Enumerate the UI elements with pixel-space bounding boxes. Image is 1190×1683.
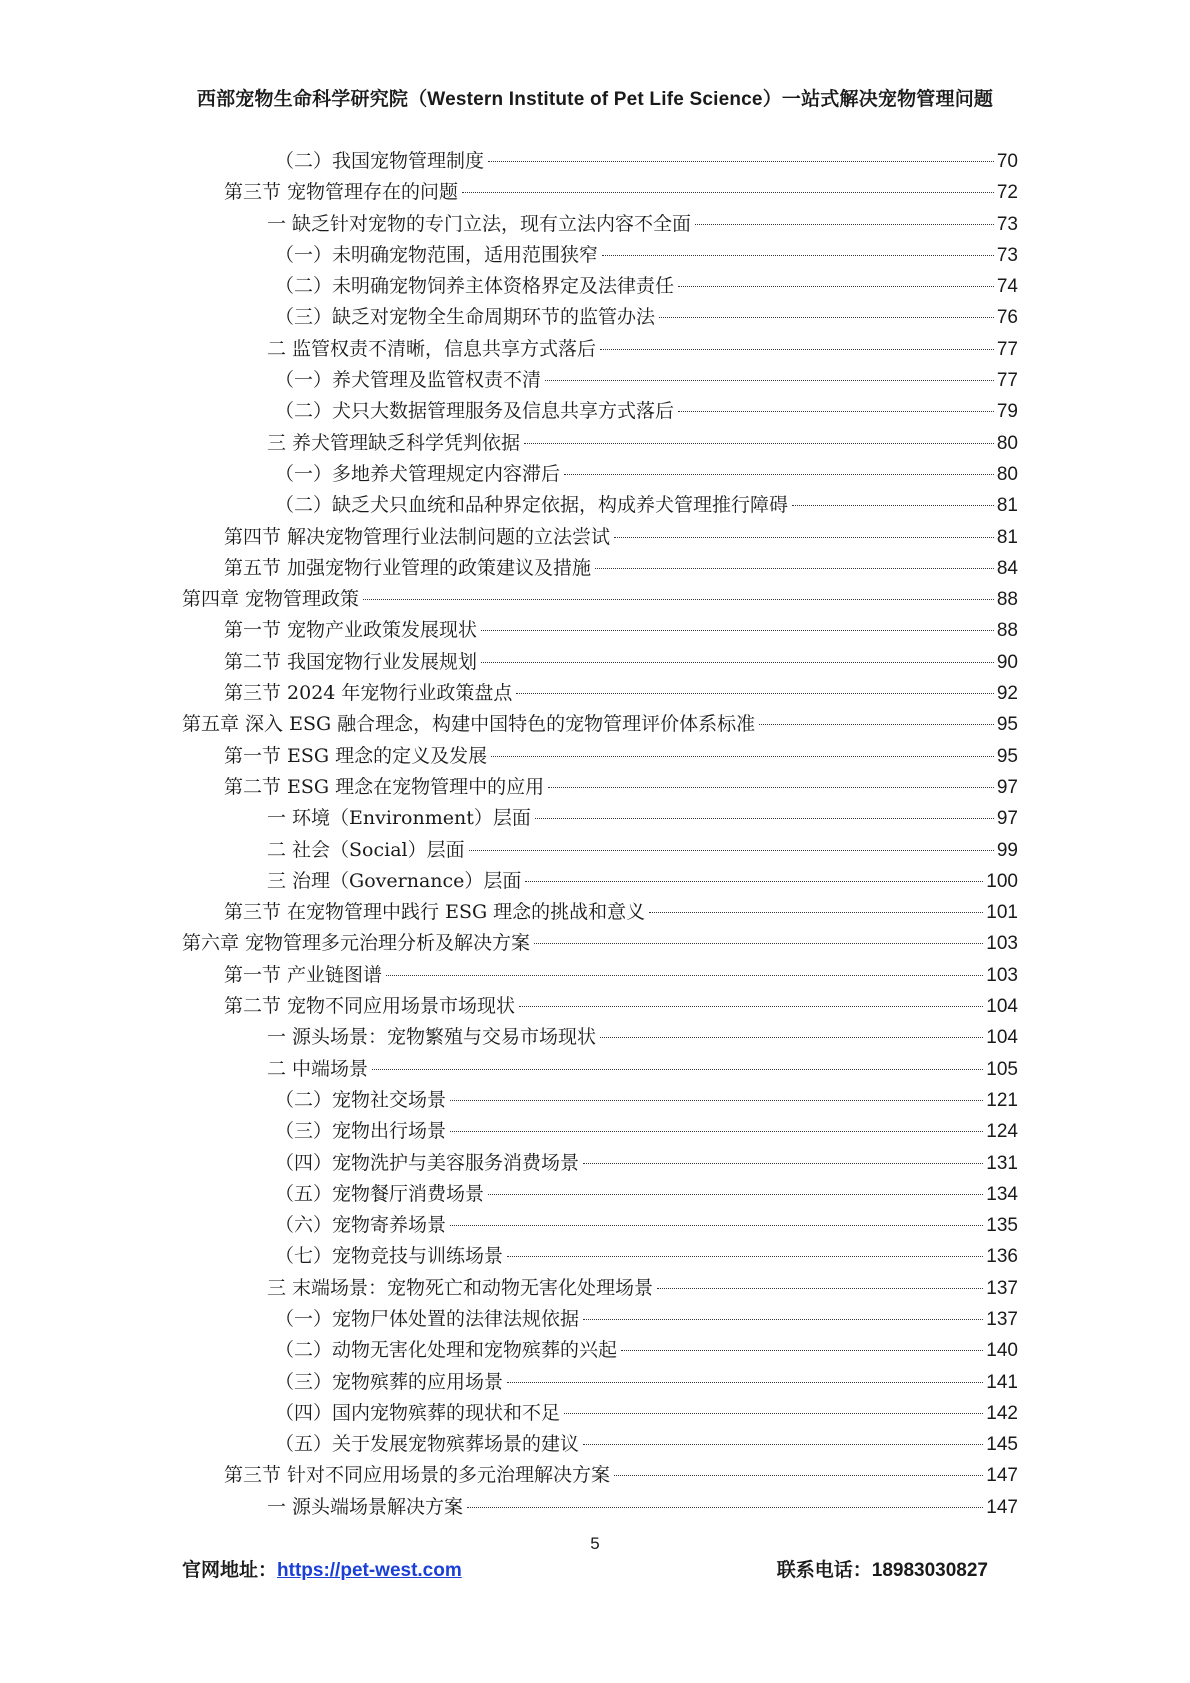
toc-dot-leader: [600, 349, 994, 350]
toc-dot-leader: [621, 1350, 983, 1351]
toc-dot-leader: [678, 411, 994, 412]
toc-entry[interactable]: [182, 960, 1018, 991]
toc-entry-page: 131: [986, 1152, 1018, 1174]
toc-entry[interactable]: [182, 1429, 1018, 1460]
toc-entry-title: 第一节 宠物产业政策发展现状: [224, 619, 478, 642]
toc-dot-leader: [450, 1100, 983, 1101]
toc-entry-page: 72: [996, 182, 1018, 204]
toc-entry-title: （一）未明确宠物范围，适用范围狭窄: [275, 243, 599, 266]
toc-entry[interactable]: [182, 678, 1018, 709]
toc-entry-page: 134: [986, 1183, 1018, 1205]
toc-entry[interactable]: [182, 1085, 1018, 1116]
toc-entry[interactable]: [182, 1148, 1018, 1179]
toc-dot-leader: [602, 255, 994, 256]
toc-entry-title: （三）缺乏对宠物全生命周期环节的监管办法: [275, 306, 656, 329]
toc-dot-leader: [564, 1413, 983, 1414]
toc-entry-page: 135: [986, 1215, 1018, 1237]
toc-entry[interactable]: [182, 490, 1018, 521]
toc-entry-title: （一）养犬管理及监管权责不清: [275, 369, 542, 392]
toc-entry-title: （四）宠物洗护与美容服务消费场景: [275, 1151, 580, 1174]
toc-entry-page: 77: [996, 338, 1018, 360]
toc-entry-page: 136: [986, 1246, 1018, 1268]
toc-entry-title: （五）宠物餐厅消费场景: [275, 1182, 485, 1205]
toc-dot-leader: [548, 787, 994, 788]
toc-entry[interactable]: [182, 1367, 1018, 1398]
toc-entry-title: 第三节 宠物管理存在的问题: [224, 181, 459, 204]
toc-dot-leader: [469, 850, 994, 851]
toc-entry[interactable]: [182, 1304, 1018, 1335]
toc-entry-page: 137: [986, 1277, 1018, 1299]
toc-entry-title: （一）宠物尸体处置的法律法规依据: [275, 1307, 580, 1330]
toc-entry-title: 二 社会（Social）层面: [267, 838, 465, 861]
phone-label: 联系电话：: [776, 1560, 872, 1581]
toc-entry[interactable]: [182, 1460, 1018, 1491]
toc-dot-leader: [649, 912, 983, 913]
toc-entry[interactable]: [182, 1398, 1018, 1429]
toc-entry[interactable]: [182, 1492, 1018, 1523]
toc-entry-title: 一 缺乏针对宠物的专门立法，现有立法内容不全面: [267, 212, 692, 235]
toc-entry-title: 三 养犬管理缺乏科学凭判依据: [267, 431, 521, 454]
toc-entry[interactable]: [182, 209, 1018, 240]
toc-entry[interactable]: [182, 1022, 1018, 1053]
toc-entry[interactable]: [182, 709, 1018, 740]
toc-entry[interactable]: [182, 647, 1018, 678]
toc-dot-leader: [614, 537, 994, 538]
toc-entry-title: （二）缺乏犬只血统和品种界定依据，构成养犬管理推行障碍: [275, 494, 789, 517]
toc-entry[interactable]: [182, 584, 1018, 615]
toc-dot-leader: [534, 943, 983, 944]
toc-entry-title: （二）未明确宠物饲养主体资格界定及法律责任: [275, 275, 675, 298]
toc-entry-page: 101: [986, 902, 1018, 924]
toc-entry[interactable]: [182, 772, 1018, 803]
toc-entry[interactable]: [182, 146, 1018, 177]
toc-entry[interactable]: [182, 928, 1018, 959]
toc-dot-leader: [657, 1288, 983, 1289]
toc-dot-leader: [525, 881, 983, 882]
toc-dot-leader: [488, 1194, 983, 1195]
toc-entry-page: 95: [996, 745, 1018, 767]
page-footer: [182, 1555, 988, 1582]
toc-entry-page: 97: [996, 808, 1018, 830]
toc-entry[interactable]: [182, 522, 1018, 553]
toc-entry-page: 124: [986, 1121, 1018, 1143]
toc-dot-leader: [519, 1006, 983, 1007]
website-link[interactable]: https://pet-west.com: [277, 1560, 462, 1581]
toc-dot-leader: [535, 818, 994, 819]
toc-entry-page: 80: [996, 463, 1018, 485]
toc-entry-page: 81: [996, 526, 1018, 548]
toc-dot-leader: [507, 1382, 983, 1383]
toc-entry-page: 90: [996, 651, 1018, 673]
toc-entry-page: 145: [986, 1434, 1018, 1456]
toc-entry-title: 第四节 解决宠物管理行业法制问题的立法尝试: [224, 525, 611, 548]
toc-dot-leader: [363, 599, 994, 600]
toc-entry-page: 88: [996, 620, 1018, 642]
footer-website: [182, 1555, 462, 1582]
toc-dot-leader: [372, 1069, 983, 1070]
toc-entry-page: 95: [996, 714, 1018, 736]
toc-entry-title: 一 环境（Environment）层面: [267, 807, 531, 830]
toc-entry-title: 第五章 深入 ESG 融合理念，构建中国特色的宠物管理评价体系标准: [182, 713, 756, 736]
toc-dot-leader: [792, 505, 994, 506]
toc-dot-leader: [759, 724, 994, 725]
toc-entry-title: （七）宠物竞技与训练场景: [275, 1245, 504, 1268]
toc-entry-title: （六）宠物寄养场景: [275, 1214, 447, 1237]
toc-entry-title: 第六章 宠物管理多元治理分析及解决方案: [182, 932, 531, 955]
toc-entry-title: （三）宠物出行场景: [275, 1120, 447, 1143]
toc-entry-page: 81: [996, 495, 1018, 517]
toc-entry-page: 103: [986, 964, 1018, 986]
toc-entry-page: 104: [986, 1027, 1018, 1049]
toc-entry-title: （一）多地养犬管理规定内容滞后: [275, 462, 561, 485]
toc-entry-title: （四）国内宠物殡葬的现状和不足: [275, 1401, 561, 1424]
toc-entry-title: 一 源头端场景解决方案: [267, 1495, 464, 1518]
toc-entry-page: 141: [986, 1371, 1018, 1393]
toc-entry-page: 142: [986, 1402, 1018, 1424]
toc-entry[interactable]: [182, 365, 1018, 396]
toc-dot-leader: [481, 662, 994, 663]
table-of-contents: [182, 146, 1018, 1523]
toc-entry[interactable]: [182, 615, 1018, 646]
toc-entry-page: 104: [986, 996, 1018, 1018]
toc-entry-page: 80: [996, 432, 1018, 454]
toc-entry[interactable]: [182, 1273, 1018, 1304]
toc-dot-leader: [583, 1444, 983, 1445]
toc-dot-leader: [614, 1475, 983, 1476]
toc-entry[interactable]: [182, 866, 1018, 897]
toc-entry[interactable]: [182, 835, 1018, 866]
toc-entry[interactable]: [182, 271, 1018, 302]
toc-entry-title: 第三节 2024 年宠物行业政策盘点: [224, 682, 513, 705]
toc-entry-title: 第一节 产业链图谱: [224, 963, 383, 986]
toc-entry[interactable]: [182, 1210, 1018, 1241]
toc-dot-leader: [524, 443, 994, 444]
toc-dot-leader: [695, 224, 994, 225]
toc-entry-page: 92: [996, 683, 1018, 705]
toc-entry-title: （二）犬只大数据管理服务及信息共享方式落后: [275, 400, 675, 423]
toc-dot-leader: [488, 161, 994, 162]
toc-dot-leader: [678, 286, 994, 287]
toc-entry-page: 137: [986, 1308, 1018, 1330]
page-header: [0, 84, 1190, 111]
toc-dot-leader: [386, 975, 983, 976]
toc-entry[interactable]: [182, 396, 1018, 427]
toc-entry[interactable]: [182, 1335, 1018, 1366]
toc-entry[interactable]: [182, 991, 1018, 1022]
toc-entry[interactable]: [182, 1116, 1018, 1147]
toc-entry[interactable]: [182, 803, 1018, 834]
toc-entry-page: 147: [986, 1465, 1018, 1487]
toc-entry-page: 103: [986, 933, 1018, 955]
toc-entry-title: 三 治理（Governance）层面: [267, 869, 522, 892]
toc-entry[interactable]: [182, 177, 1018, 208]
toc-entry-title: 三 末端场景：宠物死亡和动物无害化处理场景: [267, 1276, 654, 1299]
toc-entry-title: 第三节 在宠物管理中践行 ESG 理念的挑战和意义: [224, 901, 646, 924]
toc-entry[interactable]: [182, 240, 1018, 271]
toc-dot-leader: [450, 1225, 983, 1226]
toc-entry-page: 70: [996, 151, 1018, 172]
footer-phone: [777, 1555, 988, 1582]
toc-entry-title: 二 监管权责不清晰，信息共享方式落后: [267, 337, 597, 360]
toc-entry-title: 第三节 针对不同应用场景的多元治理解决方案: [224, 1464, 611, 1487]
toc-entry-title: 二 中端场景: [267, 1057, 369, 1080]
toc-dot-leader: [564, 474, 994, 475]
toc-entry[interactable]: [182, 897, 1018, 928]
toc-dot-leader: [659, 317, 994, 318]
toc-entry-title: 第二节 宠物不同应用场景市场现状: [224, 995, 516, 1018]
toc-entry-title: 第一节 ESG 理念的定义及发展: [224, 744, 488, 767]
toc-entry-page: 73: [996, 213, 1018, 235]
toc-entry-title: （三）宠物殡葬的应用场景: [275, 1370, 504, 1393]
page-number: 5: [590, 1534, 600, 1553]
toc-dot-leader: [600, 1037, 983, 1038]
toc-entry-page: 105: [986, 1058, 1018, 1080]
toc-entry-page: 76: [996, 307, 1018, 329]
phone-number: 18983030827: [871, 1560, 988, 1581]
toc-dot-leader: [462, 192, 994, 193]
toc-entry-page: 73: [996, 244, 1018, 266]
toc-dot-leader: [467, 1507, 983, 1508]
toc-dot-leader: [481, 630, 994, 631]
toc-entry-page: 100: [986, 870, 1018, 892]
toc-entry-page: 77: [996, 370, 1018, 392]
toc-entry-page: 121: [986, 1089, 1018, 1111]
toc-entry-page: 84: [996, 557, 1018, 579]
toc-dot-leader: [516, 693, 993, 694]
toc-entry-title: （二）宠物社交场景: [275, 1088, 447, 1111]
toc-entry-title: 第五节 加强宠物行业管理的政策建议及措施: [224, 556, 592, 579]
toc-entry[interactable]: [182, 302, 1018, 333]
toc-entry-page: 88: [996, 589, 1018, 611]
toc-entry[interactable]: [182, 741, 1018, 772]
header-title: 西部宠物生命科学研究院（Western Institute of Pet Life Science）一站式解决宠物管理问题: [196, 89, 994, 110]
toc-entry[interactable]: [182, 1054, 1018, 1085]
toc-entry-page: 97: [996, 776, 1018, 798]
toc-entry[interactable]: [182, 428, 1018, 459]
toc-entry-page: 147: [986, 1496, 1018, 1518]
toc-dot-leader: [595, 568, 994, 569]
toc-entry[interactable]: [182, 1179, 1018, 1210]
toc-dot-leader: [491, 756, 994, 757]
toc-entry-title: 第四章 宠物管理政策: [182, 588, 360, 611]
toc-entry[interactable]: [182, 459, 1018, 490]
website-label: 官网地址：: [182, 1560, 278, 1581]
toc-entry-page: 140: [986, 1340, 1018, 1362]
toc-entry[interactable]: [182, 553, 1018, 584]
toc-dot-leader: [583, 1319, 983, 1320]
toc-dot-leader: [450, 1131, 983, 1132]
toc-entry-title: （二）我国宠物管理制度: [275, 150, 485, 172]
toc-entry[interactable]: [182, 1241, 1018, 1272]
toc-entry-page: 99: [996, 839, 1018, 861]
toc-entry-page: 79: [996, 401, 1018, 423]
toc-dot-leader: [507, 1256, 983, 1257]
toc-entry-title: （五）关于发展宠物殡葬场景的建议: [275, 1433, 580, 1456]
toc-entry[interactable]: [182, 334, 1018, 365]
toc-entry-page: 74: [996, 276, 1018, 298]
toc-entry-title: 第二节 我国宠物行业发展规划: [224, 650, 478, 673]
toc-entry-title: 一 源头场景：宠物繁殖与交易市场现状: [267, 1026, 597, 1049]
toc-dot-leader: [583, 1163, 983, 1164]
toc-dot-leader: [545, 380, 994, 381]
toc-entry-title: 第二节 ESG 理念在宠物管理中的应用: [224, 775, 545, 798]
toc-entry-title: （二）动物无害化处理和宠物殡葬的兴起: [275, 1339, 618, 1362]
